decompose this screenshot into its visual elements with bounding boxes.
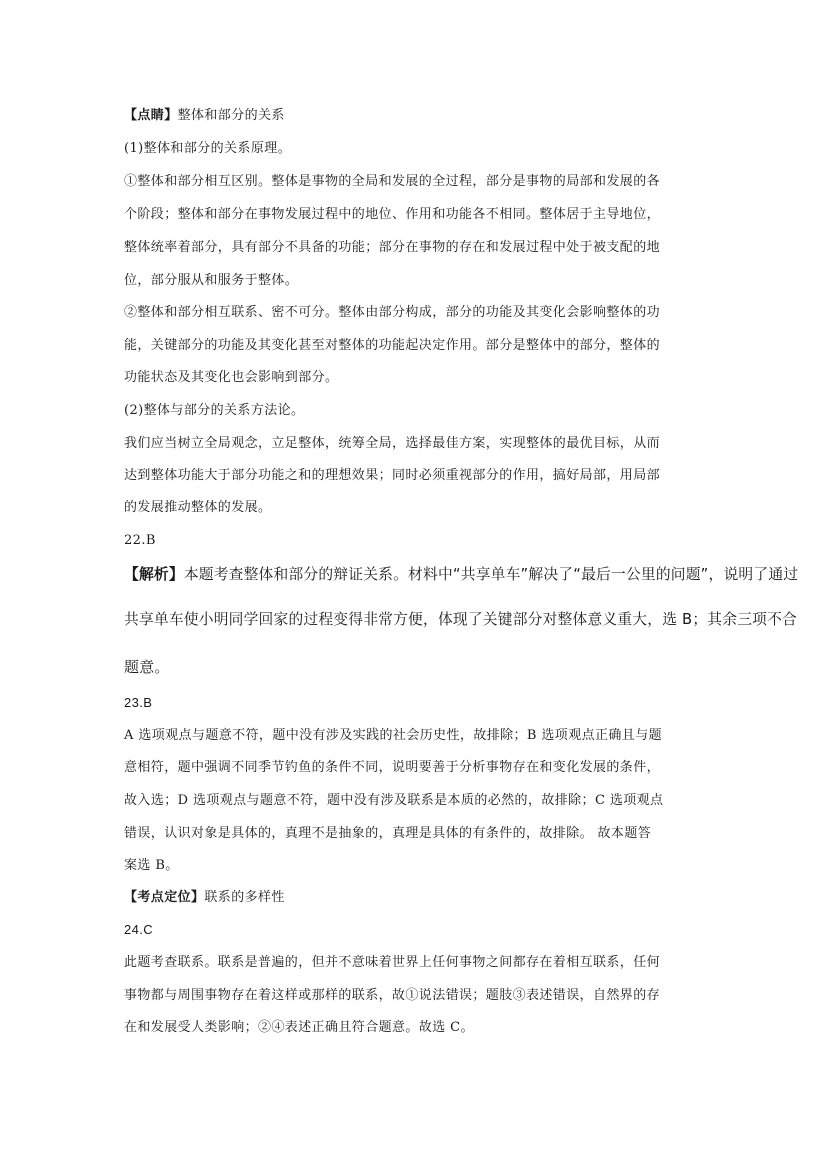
paragraph-line: 意相符，题中强调不同季节钓鱼的条件不同，说明要善于分析事物存在和变化发展的条件， — [124, 760, 661, 775]
paragraph-line: 在和发展受人类影响；②④表述正确且符合题意。故选 C。 — [124, 1020, 474, 1035]
exam-point-text: 联系的多样性 — [204, 890, 285, 905]
question-22-analysis-line: 题意。 — [124, 658, 170, 676]
point-heading-text: 整体和部分的关系 — [177, 108, 285, 123]
analysis-text: 本题考查整体和部分的辩证关系。材料中“共享单车”解决了“最后一公里的问题”，说明了通过 — [183, 566, 799, 583]
paragraph-line: ②整体和部分相互联系、密不可分。整体由部分构成，部分的功能及其变化会影响整体的功 — [124, 305, 661, 320]
point-heading — [124, 108, 285, 124]
paragraph-line: ①整体和部分相互区别。整体是事物的全局和发展的全过程，部分是事物的局部和发展的各 — [124, 174, 661, 189]
paragraph-line: 整体统率着部分，具有部分不具备的功能；部分在事物的存在和发展过程中处于被支配的地 — [124, 240, 661, 255]
paragraph-line: 案选 B。 — [124, 858, 179, 873]
exam-point-line — [124, 890, 285, 906]
question-22-analysis-line — [124, 567, 798, 583]
point-heading-tag: 【点睛】 — [124, 108, 178, 123]
paragraph-line: 功能状态及其变化也会影响到部分。 — [124, 370, 339, 385]
paragraph-line: 事物都与周围事物存在着这样或那样的联系，故①说法错误；题肢③表述错误，自然界的存 — [124, 988, 661, 1003]
question-24-number: 24.C — [124, 922, 154, 937]
point-subheading-2: (2)整体与部分的关系方法论。 — [124, 403, 305, 418]
question-22-analysis-line: 共享单车使小明同学回家的过程变得非常方便，体现了关键部分对整体意义重大，选 B；其余三项不合 — [124, 611, 798, 628]
paragraph-line: 能，关键部分的功能及其变化甚至对整体的功能起决定作用。部分是整体中的部分，整体的 — [124, 338, 661, 353]
paragraph-line: 我们应当树立全局观念，立足整体，统筹全局，选择最佳方案，实现整体的最优目标，从而 — [124, 436, 661, 451]
point-subheading-1: (1)整体和部分的关系原理。 — [124, 141, 292, 156]
paragraph-line: A 选项观点与题意不符，题中没有涉及实践的社会历史性，故排除；B 选项观点正确且与题 — [124, 728, 663, 743]
paragraph-line: 位，部分服从和服务于整体。 — [124, 273, 299, 288]
paragraph-line: 达到整体功能大于部分功能之和的理想效果；同时必须重视部分的作用，搞好局部，用局部 — [124, 468, 661, 483]
paragraph-line: 此题考查联系。联系是普遍的，但并不意味着世界上任何事物之间都存在着相互联系，任何 — [124, 955, 661, 970]
paragraph-line: 的发展推动整体的发展。 — [124, 500, 272, 515]
paragraph-line: 错误，认识对象是具体的，真理不是抽象的，真理是具体的有条件的，故排除。 故本题答 — [124, 826, 652, 841]
exam-point-tag: 【考点定位】 — [124, 890, 205, 905]
analysis-tag: 【解析】 — [124, 566, 184, 583]
question-23-number: 23.B — [124, 695, 153, 710]
paragraph-line: 故入选；D 选项观点与题意不符，题中没有涉及联系是本质的必然的，故排除；C 选项观点 — [124, 793, 664, 808]
paragraph-line: 个阶段；整体和部分在事物发展过程中的地位、作用和功能各不相同。整体居于主导地位， — [124, 207, 661, 222]
question-22-number: 22.B — [124, 533, 156, 548]
